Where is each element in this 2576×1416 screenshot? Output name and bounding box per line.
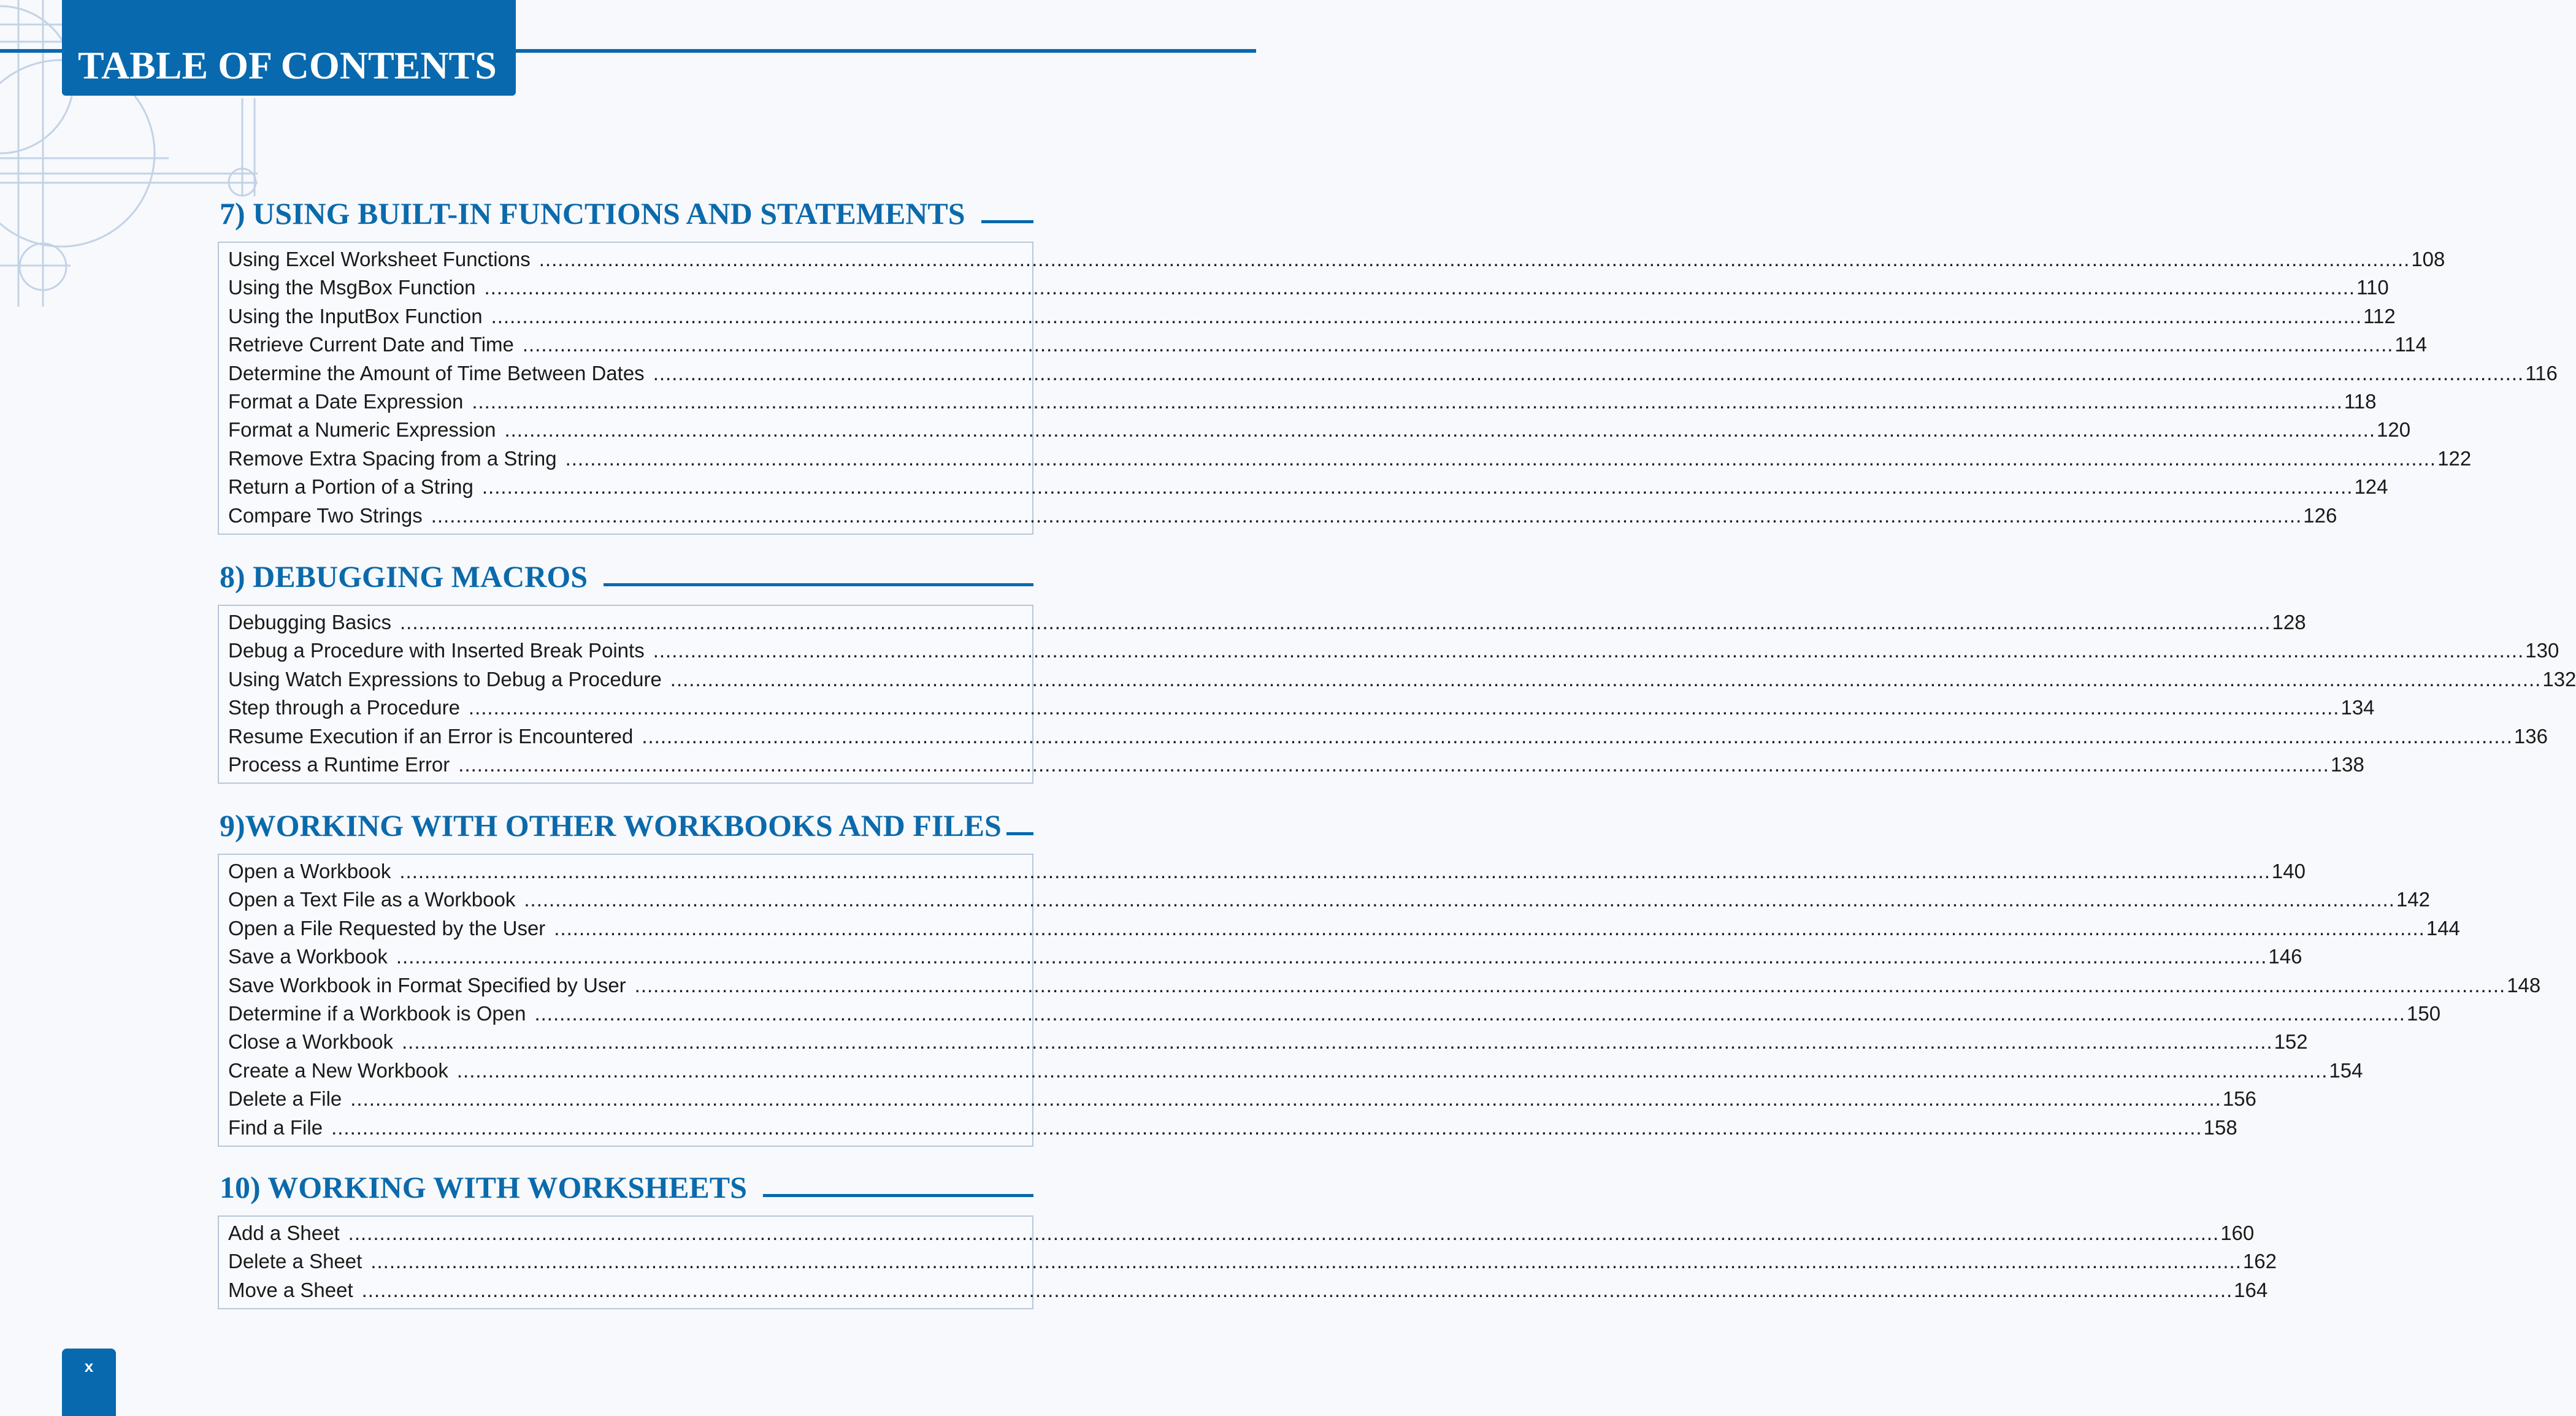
entry-label: Format a Numeric Expression [228,418,496,442]
entry-page: 150 [2406,1001,2441,1025]
entry-label: Open a Workbook [228,860,391,882]
toc-entry[interactable] [228,445,2472,473]
section-8 [218,553,2576,784]
dot-leader: ............................................................................................................................................................................................................................................................................................................ [361,1278,2233,1301]
toc-entry[interactable] [228,388,2377,416]
toc-entry[interactable] [228,914,2460,943]
entry-label: Find a File [228,1116,323,1139]
dot-leader: ............................................................................................................................................................................................................................................................................................................ [554,916,2425,940]
dot-leader: ............................................................................................................................................................................................................................................................................................................ [565,446,2437,470]
section-7 [218,190,2558,535]
dot-leader: ............................................................................................................................................................................................................................................................................................................ [396,945,2267,968]
toc-entry[interactable] [228,694,2375,722]
toc-entry[interactable] [228,302,2396,331]
dot-leader: ............................................................................................................................................................................................................................................................................................................ [653,639,2524,662]
entry-page: 108 [2411,248,2445,270]
entry-label: Determine if a Workbook is Open [228,1001,526,1025]
section-title: 9)WORKING WITH OTHER WORKBOOKS AND FILES [220,808,1002,843]
dot-leader: ............................................................................................................................................................................................................................................................................................................ [484,276,2356,299]
dot-leader: ............................................................................................................................................................................................................................................................................................................ [504,418,2376,442]
toc-entry[interactable] [228,1028,2308,1056]
entry-label: Format a Date Expression [228,389,464,413]
entry-page: 156 [2222,1087,2256,1111]
toc-entry-list [218,1215,2277,1309]
toc-entry[interactable] [228,608,2306,637]
entry-page: 138 [2330,752,2364,776]
toc-entry[interactable] [228,502,2337,530]
entry-page: 158 [2203,1116,2237,1139]
toc-entry[interactable] [228,722,2548,751]
dot-leader: ............................................................................................................................................................................................................................................................................................................ [331,1116,2202,1139]
section-rule [763,1194,1033,1197]
dot-leader: ............................................................................................................................................................................................................................................................................................................ [522,333,2394,356]
dot-leader: ............................................................................................................................................................................................................................................................................................................ [370,1250,2242,1273]
dot-leader: ............................................................................................................................................................................................................................................................................................................ [458,752,2329,776]
entry-label: Move a Sheet [228,1278,353,1301]
toc-entry[interactable] [228,331,2428,359]
entry-page: 136 [2513,724,2548,748]
entry-page: 152 [2274,1030,2308,1054]
section-rule [1006,832,1033,835]
entry-page: 124 [2354,475,2388,499]
entry-label: Debug a Procedure with Inserted Break Points [228,639,645,662]
entry-label: Open a Text File as a Workbook [228,888,516,911]
dot-leader: ............................................................................................................................................................................................................................................................................................................ [468,696,2340,719]
toc-entry[interactable] [228,1247,2277,1276]
dot-leader: ............................................................................................................................................................................................................................................................................................................ [402,1030,2273,1054]
dot-leader: ............................................................................................................................................................................................................................................................................................................ [456,1058,2328,1082]
dot-leader: ............................................................................................................................................................................................................................................................................................................ [534,1001,2405,1025]
section-rule [604,583,1033,586]
entry-page: 112 [2363,304,2396,327]
entry-label: Step through a Procedure [228,696,460,719]
toc-entry[interactable] [228,1219,2255,1247]
entry-page: 126 [2303,503,2337,527]
entry-page: 146 [2268,945,2302,968]
page-number: x [84,1357,94,1376]
page-title: TABLE OF CONTENTS [78,44,497,87]
dot-leader: ............................................................................................................................................................................................................................................................................................................ [472,389,2343,413]
entry-page: 160 [2220,1222,2255,1244]
entry-page: 162 [2242,1250,2277,1273]
entry-label: Using the MsgBox Function [228,276,476,299]
toc-entry[interactable] [228,1085,2256,1113]
toc-entry[interactable] [228,637,2559,665]
toc-entry[interactable] [228,416,2411,444]
dot-leader: ............................................................................................................................................................................................................................................................................................................ [431,503,2302,527]
entry-page: 132 [2542,667,2576,691]
entry-page: 122 [2437,446,2472,470]
entry-page: 148 [2507,973,2541,997]
toc-entry-list [218,854,2541,1147]
entry-label: Resume Execution if an Error is Encountered [228,724,634,748]
toc-entry[interactable] [228,1114,2237,1142]
toc-entry[interactable] [228,857,2306,886]
toc-entry[interactable] [228,1057,2363,1085]
entry-label: Determine the Amount of Time Between Dates [228,361,645,385]
entry-label: Using Watch Expressions to Debug a Procedure [228,667,662,691]
entry-label: Save Workbook in Format Specified by User [228,973,626,997]
entry-label: Retrieve Current Date and Time [228,333,514,356]
entry-page: 110 [2356,276,2389,299]
toc-entry[interactable] [228,971,2541,1000]
entry-label: Delete a File [228,1087,342,1111]
toc-entry[interactable] [228,1000,2441,1028]
entry-page: 164 [2234,1278,2268,1301]
entry-label: Delete a Sheet [228,1250,362,1273]
toc-entry[interactable] [228,665,2576,694]
section-9 [218,802,2541,1147]
entry-page: 140 [2271,860,2306,882]
toc-entry[interactable] [228,886,2430,914]
entry-page: 154 [2329,1058,2363,1082]
entry-page: 128 [2272,611,2306,633]
entry-page: 142 [2396,888,2430,911]
entry-label: Process a Runtime Error [228,752,450,776]
toc-entry[interactable] [228,751,2364,779]
section-rule [981,220,1033,223]
dot-leader: ............................................................................................................................................................................................................................................................................................................ [348,1222,2220,1244]
dot-leader: ............................................................................................................................................................................................................................................................................................................ [399,860,2271,882]
section-title: 8) DEBUGGING MACROS [220,559,588,594]
dot-leader: ............................................................................................................................................................................................................................................................................................................ [400,611,2271,633]
entry-label: Debugging Basics [228,611,391,633]
entry-label: Remove Extra Spacing from a String [228,446,557,470]
toc-entry[interactable] [228,473,2388,501]
toc-entry[interactable] [228,943,2302,971]
entry-page: 120 [2377,418,2411,442]
entry-label: Using Excel Worksheet Functions [228,248,531,270]
entry-page: 144 [2426,916,2460,940]
dot-leader: ............................................................................................................................................................................................................................................................................................................ [634,973,2506,997]
entry-label: Create a New Workbook [228,1058,448,1082]
section-title: 10) WORKING WITH WORKSHEETS [220,1170,747,1204]
section-title: 7) USING BUILT-IN FUNCTIONS AND STATEMENTS [220,196,965,231]
entry-page: 130 [2525,639,2559,662]
entry-label: Close a Workbook [228,1030,394,1054]
dot-leader: ............................................................................................................................................................................................................................................................................................................ [539,248,2410,270]
dot-leader: ............................................................................................................................................................................................................................................................................................................ [653,361,2524,385]
dot-leader: ............................................................................................................................................................................................................................................................................................................ [524,888,2395,911]
entry-label: Return a Portion of a String [228,475,473,499]
entry-page: 116 [2525,361,2558,385]
entry-label: Using the InputBox Function [228,304,483,327]
toc-entry[interactable] [228,274,2389,302]
dot-leader: ............................................................................................................................................................................................................................................................................................................ [481,475,2353,499]
dot-leader: ............................................................................................................................................................................................................................................................................................................ [670,667,2542,691]
entry-page: 134 [2340,696,2375,719]
entry-page: 114 [2394,333,2428,356]
section-10 [218,1164,2277,1309]
toc-entry[interactable] [228,245,2445,274]
dot-leader: ............................................................................................................................................................................................................................................................................................................ [491,304,2363,327]
toc-entry[interactable] [228,1276,2268,1304]
entry-label: Save a Workbook [228,945,388,968]
toc-entry[interactable] [228,359,2558,388]
toc-entry-list [218,242,2558,535]
toc-entry-list [218,605,2576,784]
entry-label: Compare Two Strings [228,503,423,527]
entry-page: 118 [2344,389,2377,413]
entry-label: Add a Sheet [228,1222,340,1244]
entry-label: Open a File Requested by the User [228,916,546,940]
dot-leader: ............................................................................................................................................................................................................................................................................................................ [642,724,2513,748]
dot-leader: ............................................................................................................................................................................................................................................................................................................ [350,1087,2221,1111]
